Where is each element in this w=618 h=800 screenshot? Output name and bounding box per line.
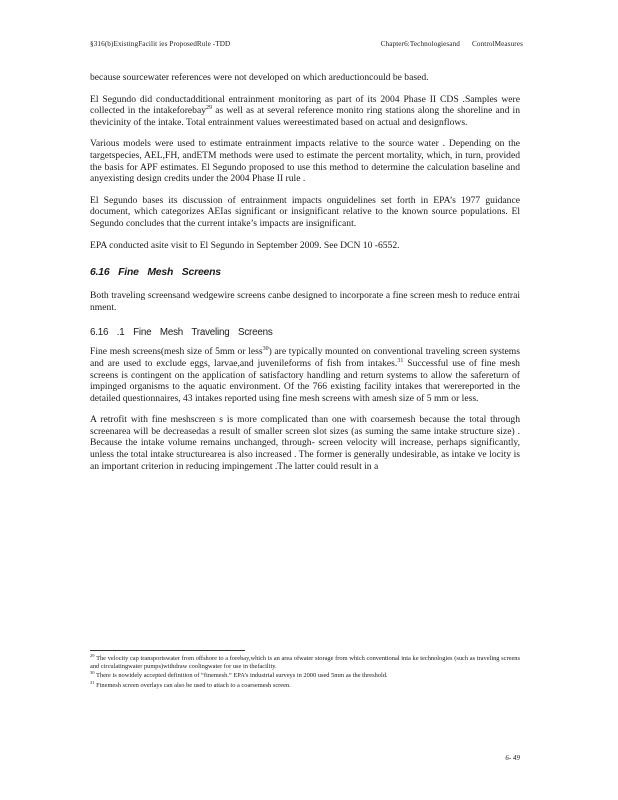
footnote-30-number: 30 [90,670,95,676]
footnote-ref-30[interactable]: 30 [262,346,269,353]
paragraph-1: because sourcewater references were not developed on which areductioncould be based. [90,72,429,83]
header-right: ControlMeasures [471,40,523,48]
running-header [90,40,523,48]
header-chapter: Chapter6:Technologiesand [380,40,460,48]
header-right-group [381,40,523,48]
page-body [90,72,520,482]
footnote-30 [90,672,520,680]
footnote-29-number: 29 [90,652,95,658]
footnote-30-text: There is nowidely accepted definition of “finemesh.” EPA’s industrial surveys in 2000 used 5mm as the threshold. [94,672,388,680]
footnote-31-text: Finemesh screen overlays can also be used to attach to a coarsemesh screen. [94,681,291,689]
subsection-heading-6-16-1: 6.16 .1 Fine Mesh Traveling Screens [90,327,273,339]
footnote-ref-31[interactable]: 31 [397,357,404,364]
header-left: §316(b)ExistingFacilit ies ProposedRule -TDD [90,40,231,48]
footnote-31-number: 31 [90,679,95,685]
paragraph-2 [90,94,520,129]
footnote-ref-29[interactable]: 29 [206,105,213,111]
footnote-divider [90,650,245,651]
paragraph-7-part-a: Fine mesh screens(mesh size of 5mm or less [90,346,263,358]
footnote-29 [90,652,520,671]
footnote-29-text: The velocity cap transportswater from offshore to a forebay,which is an area ofwater storage from which conventional inta ke technologies (such as traveling screens and circulatingwater pumps)withdraw coolingwater for use in thefacility. [90,655,520,671]
paragraph-2-part-a: El Segundo did conductadditional entrainment monitoring as part of its 2004 Phase II CDS .Samples were collected in the intakeforebay [90,93,520,117]
paragraph-7-part-c: Successful use of fine mesh screens is contingent on the application of satisfactory handling and return systems to allow the safereturn of impinged organisms to the aquatic environment. Of the 766 existing facility intakes that werereported in the detailed questionnaires, 43 intakes reported using fine mesh screens with amesh size of 5 mm or less. [90,357,520,404]
paragraph-4: El Segundo bases its discussion of entrainment impacts onguidelines set forth in EPA’s 1977 guidance document, which categorizes AEIas significant or insignificant relative to the known source populations. El Segundo concludes that the current intake’s impacts are insignificant. [90,194,520,229]
paragraph-6: Both traveling screensand wedgewire screens canbe designed to incorporate a fine screen mesh to reduce entrai nment. [90,290,520,313]
paragraph-5: EPA conducted asite visit to El Segundo in September 2009. See DCN 10 -6552. [90,239,400,251]
footnotes [90,650,520,691]
section-heading-6-16: 6.16 Fine Mesh Screens [90,267,221,279]
paragraph-7 [90,346,520,404]
paragraph-2-part-b: as well as at several reference monito ring stations along the shoreline and in thevicinity of the intake. Total entrainment values wereestimated based on actual and designflows. [90,105,520,128]
footnote-31 [90,679,520,690]
paragraph-8: A retrofit with fine meshscreen s is more complicated than one with coarsemesh because the total through screenarea will be decreasedas a result of smaller screen slot sizes (as suming the same intake structure size) . Because the intake volume remains unchanged, through- screen velocity will increase, perhaps significantly, unless the total intake structurearea is also increased . The former is generally undesirable, as intake ve locity is an important criterion in reducing impingement .The latter could result in a [90,414,520,472]
paragraph-7-part-b: ) are typically mounted on conventional traveling screen systems and are used to exclude eggs, larvae,and juvenileforms of fish from intakes. [90,346,520,369]
page-number: 6- 49 [505,754,520,762]
paragraph-3: Various models were used to estimate entrainment impacts relative to the source water . Depending on the targetspecies, AEL,FH, andETM methods were used to estimate the percent mortality, which, in turn, provided the basis for APF estimates. El Segundo proposed to use this method to determine the calculation baseline and anyexisting design credits under the 2004 Phase II rule . [90,138,520,185]
